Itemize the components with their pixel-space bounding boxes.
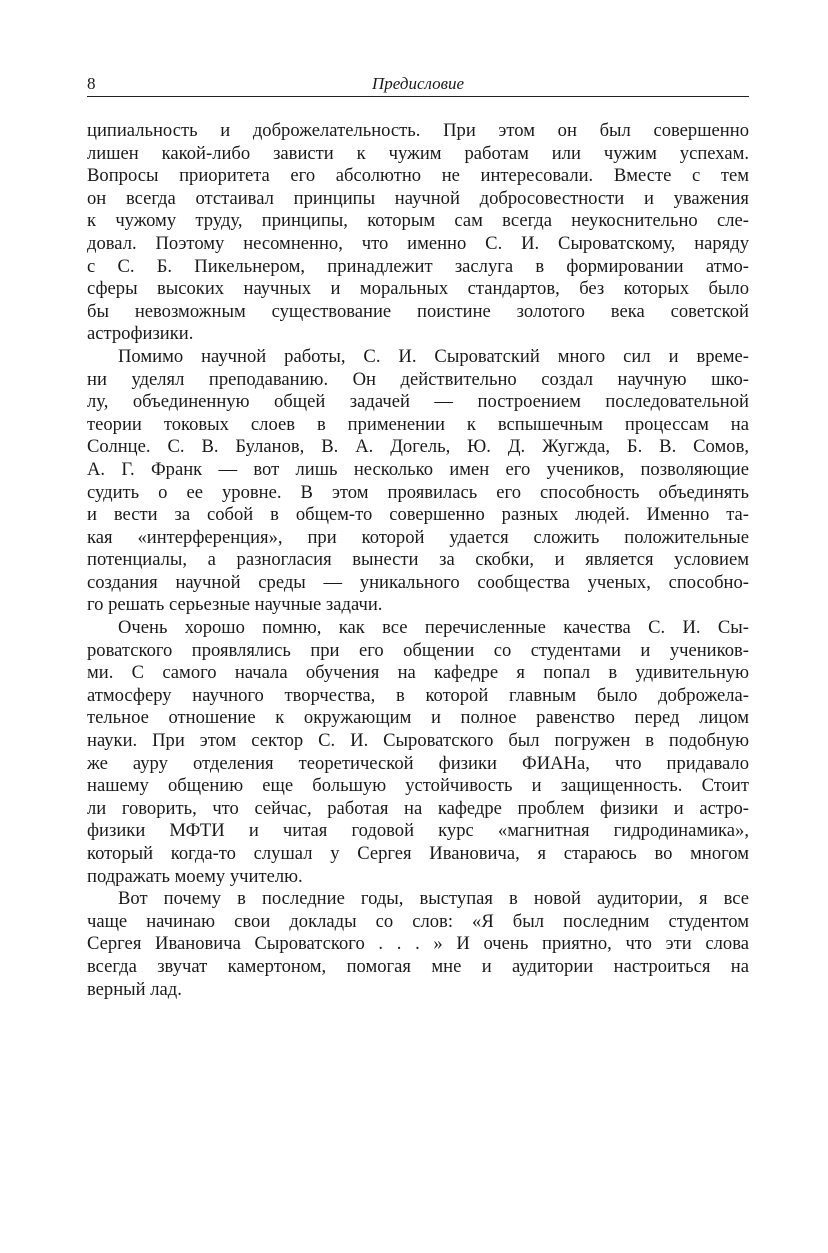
text-line: ми. С самого начала обучения на кафедре я попал в удивительную xyxy=(87,662,749,684)
text-line: роватского проявлялись при его общении со студентами и учеников- xyxy=(87,639,749,661)
text-line: же ауру отделения теоретической физики ФИАНа, что придавало xyxy=(87,752,749,774)
text-line: атмосферу научного творчества, в которой главным было доброжела- xyxy=(87,684,749,706)
text-line: всегда звучат камертоном, помогая мне и аудитории настроиться на xyxy=(87,955,749,977)
text-line: науки. При этом сектор С. И. Сыроватского был погружен в подобную xyxy=(87,730,749,752)
text-line: кая «интерференция», при которой удается сложить положительные xyxy=(87,526,749,548)
text-line: тельное отношение к окружающим и полное равенство перед лицом xyxy=(87,707,749,729)
text-line: довал. Поэтому несомненно, что именно С. И. Сыроватскому, наряду xyxy=(87,232,749,254)
text-line: го решать серьезные научные задачи. xyxy=(87,594,383,616)
text-line: подражать моему учителю. xyxy=(87,865,303,887)
text-line: с С. Б. Пикельнером, принадлежит заслуга в формировании атмо- xyxy=(87,255,749,277)
text-line: лишен какой-либо зависти к чужим работам или чужим успехам. xyxy=(87,142,749,164)
text-line: и вести за собой в общем-то совершенно разных людей. Именно та- xyxy=(87,504,749,526)
text-line: ни уделял преподаванию. Он действительно создал научную шко- xyxy=(87,368,749,390)
page-number: 8 xyxy=(87,74,96,93)
text-line: Вот почему в последние годы, выступая в новой аудитории, я все xyxy=(118,888,749,910)
text-line: чаще начинаю свои доклады со слов: «Я был последним студентом xyxy=(87,910,749,932)
text-line: А. Г. Франк — вот лишь несколько имен его учеников, позволяющие xyxy=(87,458,749,480)
text-line: бы невозможным существование поистине золотого века советской xyxy=(87,300,749,322)
text-line: Очень хорошо помню, как все перечисленные качества С. И. Сы- xyxy=(118,617,749,639)
text-line: он всегда отстаивал принципы научной добросовестности и уважения xyxy=(87,187,749,209)
text-line: к чужому труду, принципы, которым сам всегда неукоснительно сле- xyxy=(87,210,749,232)
text-line: нашему общению еще большую устойчивость и защищенность. Стоит xyxy=(87,775,749,797)
body-text xyxy=(87,120,749,1001)
text-line: сферы высоких научных и моральных стандартов, без которых было xyxy=(87,278,749,300)
text-line: Вопросы приоритета его абсолютно не интересовали. Вместе с тем xyxy=(87,165,749,187)
text-line: Помимо научной работы, С. И. Сыроватский много сил и време- xyxy=(118,345,749,367)
running-title: Предисловие xyxy=(371,74,465,93)
page-header xyxy=(87,74,749,97)
text-line: верный лад. xyxy=(87,978,182,1000)
text-line: теории токовых слоев в применении к вспышечным процессам на xyxy=(87,413,749,435)
text-line: потенциалы, а разногласия вынести за скобки, и является условием xyxy=(87,549,749,571)
text-line: Солнце. С. В. Буланов, В. А. Догель, Ю. Д. Жугжда, Б. В. Сомов, xyxy=(87,436,749,458)
text-line: лу, объединенную общей задачей — построением последовательной xyxy=(87,391,749,413)
text-line: астрофизики. xyxy=(87,323,194,345)
text-line: физики МФТИ и читая годовой курс «магнитная гидродинамика», xyxy=(87,820,749,842)
text-line: который когда-то слушал у Сергея Ивановича, я стараюсь во многом xyxy=(87,843,749,864)
text-line: создания научной среды — уникального сообщества ученых, способно- xyxy=(87,571,749,593)
text-line: Сергея Ивановича Сыроватского . . . » И очень приятно, что эти слова xyxy=(87,933,749,955)
text-line: судить о ее уровне. В этом проявилась его способность объединять xyxy=(87,481,749,503)
text-line: ли говорить, что сейчас, работая на кафедре проблем физики и астро- xyxy=(87,797,749,819)
text-line: ципиальность и доброжелательность. При этом он был совершенно xyxy=(87,120,749,141)
